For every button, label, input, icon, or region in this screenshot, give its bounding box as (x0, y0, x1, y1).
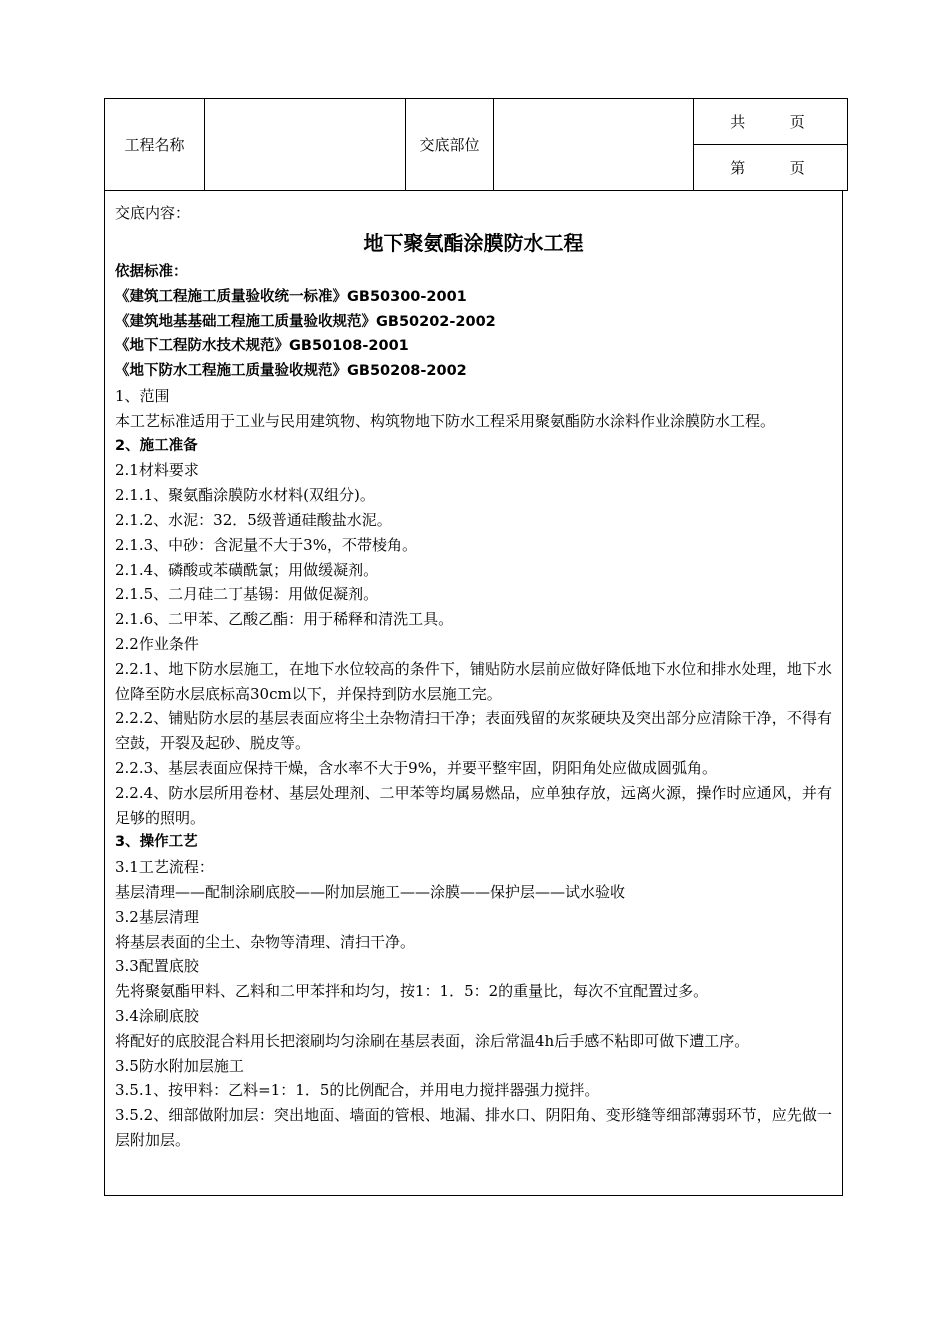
content-paragraph: 2.2.3、基层表面应保持干燥，含水率不大于9%，并要平整牢固，阴阳角处应做成圆弧角。 (115, 758, 717, 777)
total-pages-label-a: 共 (730, 113, 746, 131)
content-paragraph: 先将聚氨酯甲料、乙料和二甲苯拌和均匀，按1：1．5：2的重量比，每次不宜配置过多。 (115, 982, 709, 1001)
location-label: 交底部位 (406, 99, 494, 191)
content-paragraph: 2.1.5、二月硅二丁基锡：用做促凝剂。 (115, 585, 379, 604)
content-paragraph: 2.2作业条件 (115, 634, 199, 653)
project-name-label: 工程名称 (105, 99, 205, 191)
content-paragraph: 将配好的底胶混合料用长把滚刷均匀涂刷在基层表面，涂后常温4h后手感不粘即可做下遭工序。 (115, 1031, 750, 1050)
page-label-a: 第 (730, 159, 746, 177)
content-paragraph: 2.1.1、聚氨酯涂膜防水材料(双组分)。 (115, 486, 375, 505)
content-paragraph: 依据标准： (115, 264, 188, 280)
content-box (104, 191, 843, 1196)
content-paragraph: 3.1工艺流程： (115, 858, 214, 877)
content-paragraph: 2.1材料要求 (115, 461, 199, 480)
content-paragraph: 2、施工准备 (115, 437, 198, 454)
content-paragraph: 2.1.2、水泥：32．5级普通硅酸盐水泥。 (115, 510, 392, 529)
content-paragraph: 2.2.1、地下防水层施工，在地下水位较高的条件下，铺贴防水层前应做好降低地下水位和排水处理，地下水位降至防水层底标高30cm以下，并保持到防水层施工完。 (115, 659, 832, 703)
content-paragraph: 2.1.4、磷酸或苯磺酰氯；用做缓凝剂。 (115, 560, 379, 579)
total-pages-cell (694, 99, 848, 145)
content-paragraph: 2.2.4、防水层所用卷材、基层处理剂、二甲苯等均属易燃品，应单独存放，远离火源，操作时应通风，并有足够的照明。 (115, 783, 832, 827)
page-number-cell (694, 145, 848, 191)
project-name-value (205, 99, 406, 191)
content-paragraph: 基层清理——配制涂刷底胶——附加层施工——涂膜——保护层——试水验收 (115, 882, 626, 901)
content-paragraph: 3.5防水附加层施工 (115, 1056, 244, 1075)
page-label-b: 页 (789, 159, 805, 177)
content-paragraph: 3.3配置底胶 (115, 957, 199, 976)
content-paragraph: 2.1.3、中砂：含泥量不大于3%，不带棱角。 (115, 535, 417, 554)
content-paragraph: 《地下工程防水技术规范》GB50108-2001 (115, 338, 409, 355)
content-paragraph: 3、操作工艺 (115, 834, 198, 851)
content-paragraph: 《建筑地基基础工程施工质量验收规范》GB50202-2002 (115, 313, 496, 330)
total-pages-label-b: 页 (789, 113, 805, 131)
location-value (494, 99, 694, 191)
content-paragraph: 2.1.6、二甲苯、乙酸乙酯：用于稀释和清洗工具。 (115, 610, 454, 629)
content-label: 交底内容： (115, 204, 191, 222)
content-paragraph: 3.5.2、细部做附加层：突出地面、墙面的管根、地漏、排水口、阴阳角、变形缝等细部薄弱环节，应先做一层附加层。 (115, 1106, 832, 1149)
content-paragraph: 将基层表面的尘土、杂物等清理、清扫干净。 (115, 932, 416, 951)
content-paragraph: 2.2.2、铺贴防水层的基层表面应将尘土杂物清扫干净；表面残留的灰浆硬块及突出部分应清除干净，不得有空鼓，开裂及起砂、脱皮等。 (115, 709, 832, 753)
content-paragraph: 本工艺标准适用于工业与民用建筑物、构筑物地下防水工程采用聚氨酯防水涂料作业涂膜防水工程。 (115, 411, 776, 430)
content-paragraph: 3.2基层清理 (115, 907, 199, 926)
document-title: 地下聚氨酯涂膜防水工程 (363, 231, 584, 255)
content-body (115, 260, 832, 1153)
content-paragraph: 3.5.1、按甲料：乙料=1：1．5的比例配合，并用电力搅拌器强力搅拌。 (115, 1081, 600, 1100)
document-sheet (104, 98, 846, 1196)
content-paragraph: 《地下防水工程施工质量验收规范》GB50208-2002 (115, 363, 467, 380)
content-paragraph: 3.4涂刷底胶 (115, 1006, 199, 1025)
content-paragraph: 1、范围 (115, 386, 170, 405)
content-paragraph: 《建筑工程施工质量验收统一标准》GB50300-2001 (115, 288, 467, 305)
header-table (104, 98, 848, 191)
